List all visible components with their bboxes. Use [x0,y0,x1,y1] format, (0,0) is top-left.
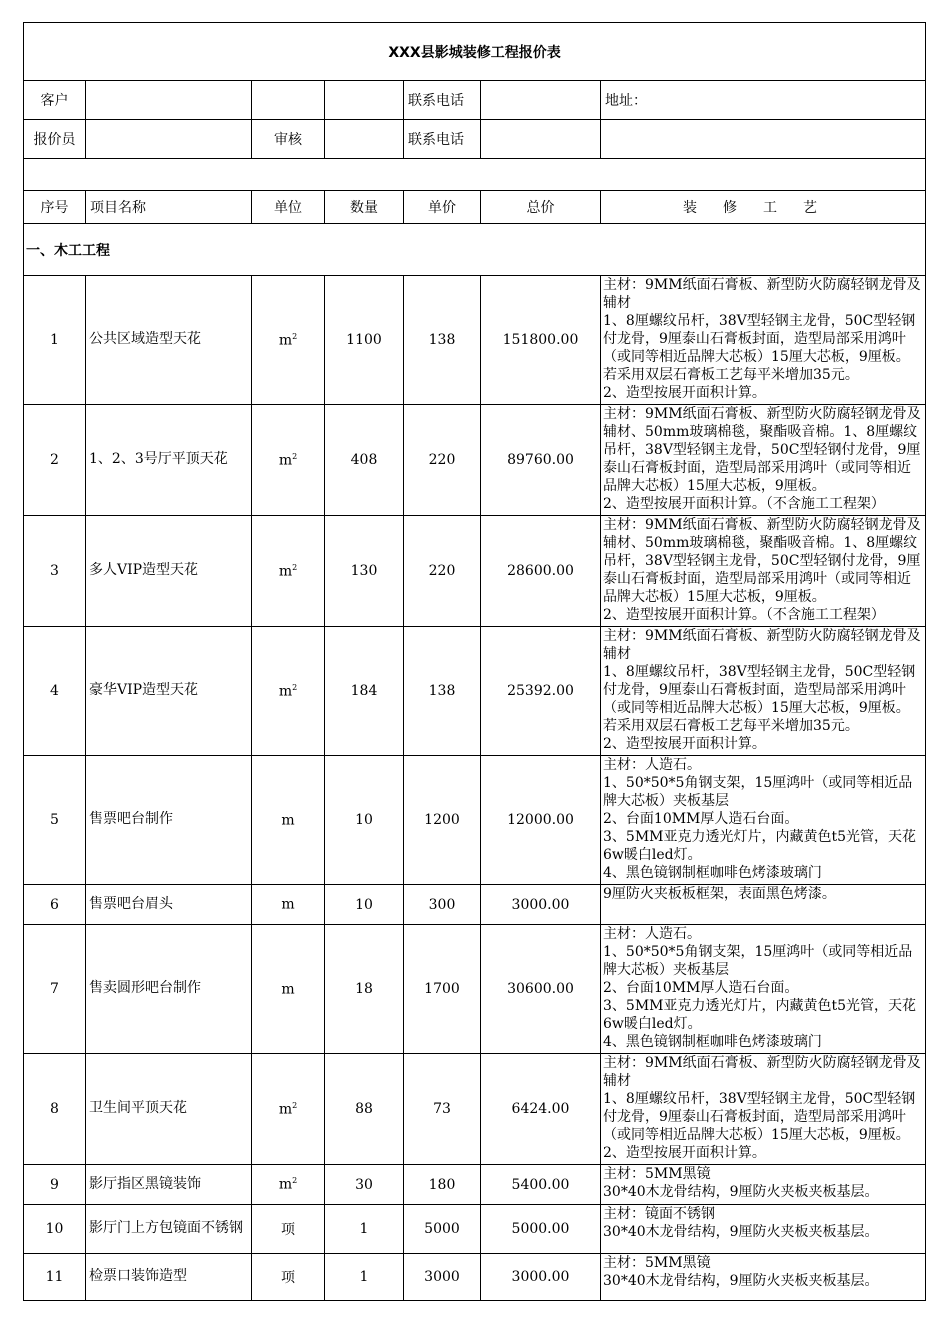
item-rows [24,276,926,1301]
unit-superscript: 2 [292,1176,298,1186]
item-no: 3 [24,516,86,627]
item-total: 28600.00 [481,516,601,627]
item-qty: 1100 [325,276,404,405]
item-process: 主材：人造石。 1、50*50*5角钢支架，15厘鸿叶（或同等相近品牌大芯板）夹板基层 2、台面10MM厚人造石台面。 3、5MM亚克力透光灯片，内藏黄色t5光管，天花6w暖白led灯。 4、黑色镜钢制框咖啡色烤漆玻璃门 [601,925,926,1054]
header-total: 总价 [481,191,601,224]
unit-text: m [281,981,295,998]
item-total: 30600.00 [481,925,601,1054]
item-process: 主材：9MM纸面石膏板、新型防火防腐轻钢龙骨及辅材 1、8厘螺纹吊杆，38V型轻钢主龙骨，50C型轻钢付龙骨，9厘泰山石膏板封面，造型局部采用鸿叶（或同等相近品牌大芯板）15厘大芯板，9厘板。 2、造型按展开面积计算。 [601,1054,926,1165]
item-name: 影厅门上方包镜面不锈钢 [86,1205,252,1254]
item-process: 主材：5MM黑镜 30*40木龙骨结构，9厘防火夹板夹板基层。 [601,1165,926,1205]
unit-superscript: 2 [292,682,298,692]
sheet-title: XXX县影城装修工程报价表 [24,23,926,81]
unit-text: m [278,563,293,580]
unit-text: 项 [281,1270,295,1286]
item-name: 售卖圆形吧台制作 [86,925,252,1054]
header-price: 单价 [404,191,481,224]
table-row [24,1205,926,1254]
item-total: 5000.00 [481,1205,601,1254]
unit-superscript: 2 [292,331,298,341]
item-name: 1、2、3号厅平顶天花 [86,405,252,516]
item-price: 138 [404,627,481,756]
item-price: 220 [404,516,481,627]
item-unit [252,405,325,516]
item-process: 主材：9MM纸面石膏板、新型防火防腐轻钢龙骨及辅材、50mm玻璃棉毯，聚酯吸音棉。1、8厘螺纹吊杆，38V型轻钢主龙骨，50C型轻钢付龙骨，9厘泰山石膏板封面，造型局部采用鸿叶（或同等相近品牌大芯板）15厘大芯板，9厘板。 2、造型按展开面积计算。（不含施工工程架） [601,405,926,516]
item-unit [252,627,325,756]
unit-superscript: 2 [292,1100,298,1110]
table-row [24,756,926,885]
item-qty: 130 [325,516,404,627]
item-unit [252,516,325,627]
item-qty: 1 [325,1254,404,1301]
item-name: 售票吧台眉头 [86,885,252,925]
unit-text: m [278,1176,293,1193]
quoter-label: 报价员 [24,120,86,159]
table-row [24,1165,926,1205]
item-unit [252,885,325,925]
unit-superscript: 2 [292,562,298,572]
customer-label: 客户 [24,81,86,120]
item-total: 25392.00 [481,627,601,756]
item-price: 220 [404,405,481,516]
item-unit [252,1205,325,1254]
item-price: 73 [404,1054,481,1165]
unit-text: m [278,1101,293,1118]
table-row [24,516,926,627]
phone-value[interactable] [481,81,601,120]
item-process: 主材：5MM黑镜 30*40木龙骨结构，9厘防火夹板夹板基层。 [601,1254,926,1301]
item-process: 主材：9MM纸面石膏板、新型防火防腐轻钢龙骨及辅材、50mm玻璃棉毯，聚酯吸音棉。1、8厘螺纹吊杆，38V型轻钢主龙骨，50C型轻钢付龙骨，9厘泰山石膏板封面，造型局部采用鸿叶（或同等相近品牌大芯板）15厘大芯板，9厘板。 2、造型按展开面积计算。（不含施工工程架） [601,516,926,627]
item-name: 公共区域造型天花 [86,276,252,405]
item-no: 2 [24,405,86,516]
item-qty: 408 [325,405,404,516]
table-row [24,925,926,1054]
item-qty: 88 [325,1054,404,1165]
item-no: 10 [24,1205,86,1254]
item-price: 300 [404,885,481,925]
unit-text: m [281,812,295,829]
item-qty: 18 [325,925,404,1054]
table-row [24,1254,926,1301]
quotation-sheet [23,22,926,1301]
header-no: 序号 [24,191,86,224]
item-no: 4 [24,627,86,756]
item-price: 138 [404,276,481,405]
customer-row [24,81,926,120]
item-name: 影厅指区黑镜装饰 [86,1165,252,1205]
item-name: 检票口装饰造型 [86,1254,252,1301]
table-row [24,627,926,756]
item-qty: 30 [325,1165,404,1205]
header-process: 装修工艺 [601,191,926,224]
item-no: 11 [24,1254,86,1301]
item-no: 9 [24,1165,86,1205]
quoter-value[interactable] [86,120,252,159]
table-row [24,405,926,516]
item-total: 151800.00 [481,276,601,405]
item-process: 主材：镜面不锈钢 30*40木龙骨结构，9厘防火夹板夹板基层。 [601,1205,926,1254]
section-row [24,224,926,276]
header-name: 项目名称 [86,191,252,224]
item-price: 3000 [404,1254,481,1301]
review-label: 审核 [252,120,325,159]
item-total: 3000.00 [481,1254,601,1301]
item-total: 12000.00 [481,756,601,885]
unit-text: m [278,683,293,700]
item-process: 主材：9MM纸面石膏板、新型防火防腐轻钢龙骨及辅材 1、8厘螺纹吊杆，38V型轻钢主龙骨，50C型轻钢付龙骨，9厘泰山石膏板封面，造型局部采用鸿叶（或同等相近品牌大芯板）15厘大芯板，9厘板。若采用双层石膏板工艺每平米增加35元。 2、造型按展开面积计算。 [601,627,926,756]
item-unit [252,1054,325,1165]
quoter-row [24,120,926,159]
item-unit [252,1254,325,1301]
unit-text: m [281,896,295,913]
item-qty: 1 [325,1205,404,1254]
item-no: 6 [24,885,86,925]
unit-superscript: 2 [292,451,298,461]
item-no: 8 [24,1054,86,1165]
header-qty: 数量 [325,191,404,224]
item-no: 1 [24,276,86,405]
item-unit [252,925,325,1054]
item-name: 多人VIP造型天花 [86,516,252,627]
address-label: 地址： [601,81,926,120]
header-unit: 单位 [252,191,325,224]
item-price: 5000 [404,1205,481,1254]
item-price: 1200 [404,756,481,885]
column-header-row [24,191,926,224]
section-title: 一、木工工程 [24,224,926,276]
unit-text: 项 [281,1222,295,1238]
phone-value-2[interactable] [481,120,601,159]
customer-value[interactable] [86,81,252,120]
item-price: 1700 [404,925,481,1054]
item-total: 6424.00 [481,1054,601,1165]
unit-text: m [278,452,293,469]
item-unit [252,1165,325,1205]
item-process: 主材：9MM纸面石膏板、新型防火防腐轻钢龙骨及辅材 1、8厘螺纹吊杆，38V型轻钢主龙骨，50C型轻钢付龙骨，9厘泰山石膏板封面，造型局部采用鸿叶（或同等相近品牌大芯板）15厘大芯板，9厘板。若采用双层石膏板工艺每平米增加35元。 2、造型按展开面积计算。 [601,276,926,405]
item-unit [252,276,325,405]
item-qty: 10 [325,756,404,885]
item-process: 主材：人造石。 1、50*50*5角钢支架，15厘鸿叶（或同等相近品牌大芯板）夹板基层 2、台面10MM厚人造石台面。 3、5MM亚克力透光灯片，内藏黄色t5光管，天花6w暖白led灯。 4、黑色镜钢制框咖啡色烤漆玻璃门 [601,756,926,885]
table-row [24,1054,926,1165]
item-name: 豪华VIP造型天花 [86,627,252,756]
table-row [24,276,926,405]
item-process: 9厘防火夹板板框架，表面黑色烤漆。 [601,885,926,925]
item-name: 售票吧台制作 [86,756,252,885]
item-total: 3000.00 [481,885,601,925]
item-qty: 10 [325,885,404,925]
phone-label: 联系电话 [404,81,481,120]
item-price: 180 [404,1165,481,1205]
item-total: 89760.00 [481,405,601,516]
item-no: 5 [24,756,86,885]
item-unit [252,756,325,885]
item-name: 卫生间平顶天花 [86,1054,252,1165]
table-row [24,885,926,925]
unit-text: m [278,332,293,349]
phone-label-2: 联系电话 [404,120,481,159]
spacer-row [24,159,926,191]
item-total: 5400.00 [481,1165,601,1205]
item-no: 7 [24,925,86,1054]
item-qty: 184 [325,627,404,756]
